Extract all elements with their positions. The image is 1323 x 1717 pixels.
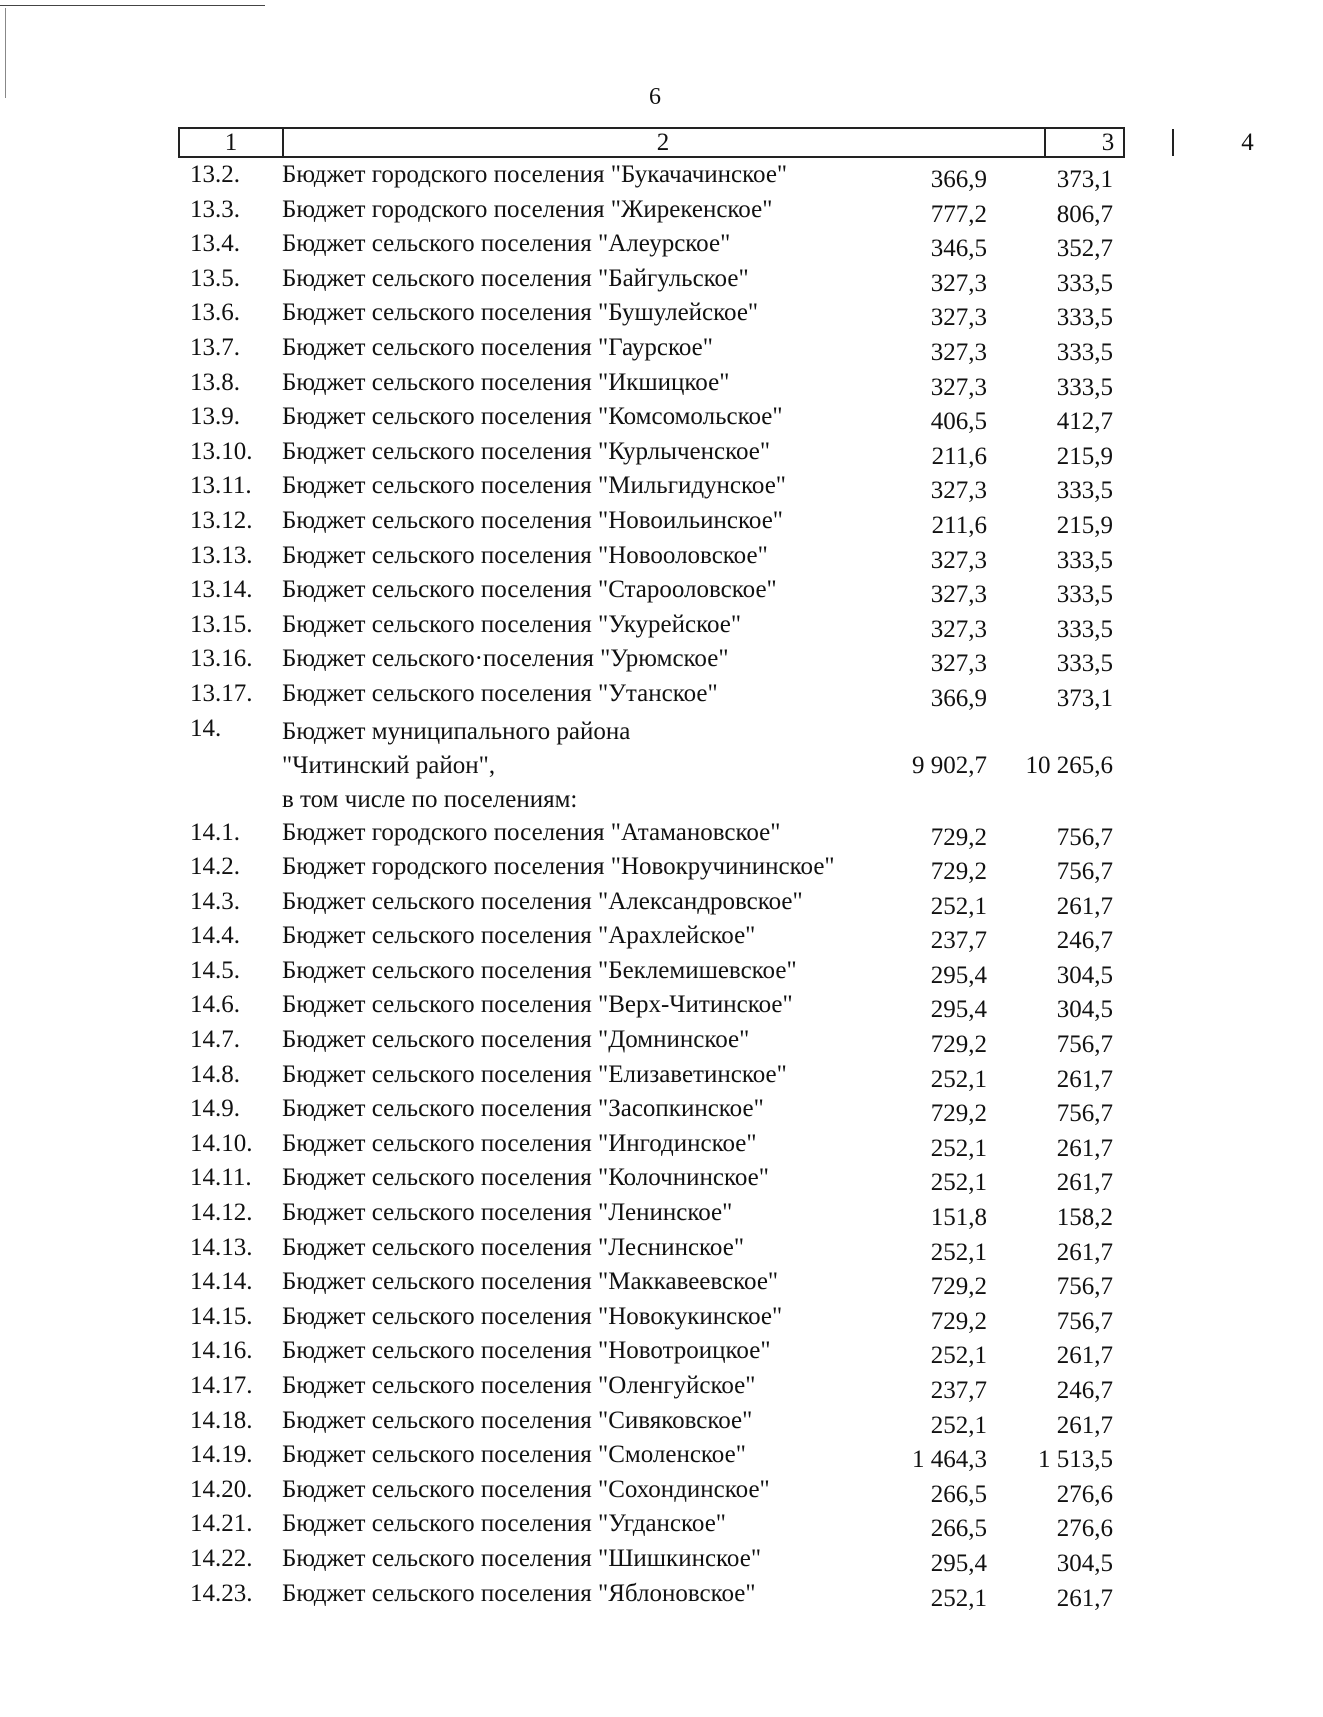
table-header (178, 127, 1254, 158)
table-row (0, 298, 1200, 333)
row-name: Бюджет сельского поселения "Леснинское" (282, 1233, 745, 1261)
row-name: Бюджет сельского поселения "Икшицкое" (282, 368, 730, 396)
row-number: 13.6. (190, 299, 240, 327)
row-number: 14.7. (190, 1026, 240, 1054)
row-name: Бюджет городского поселения "Жирекенское" (282, 195, 773, 223)
row-name-line: Бюджет муниципального района (282, 717, 631, 745)
row-number: 14.20. (190, 1475, 253, 1503)
row-number: 13.5. (190, 264, 240, 292)
row-value-col4: 756,7 (1056, 1273, 1113, 1301)
row-number: 14.6. (190, 991, 240, 1019)
row-value-col3: 777,2 (930, 200, 987, 228)
row-value-col3: 327,3 (930, 581, 987, 609)
row-value-col4: 333,5 (1056, 546, 1113, 574)
table-row (0, 990, 1200, 1025)
row-name: Бюджет сельского поселения "Арахлейское" (282, 922, 756, 950)
row-value-col3: 211,6 (931, 442, 987, 470)
row-name: Бюджет городского поселения "Букачачинское" (282, 161, 788, 188)
row-number: 14.9. (190, 1095, 240, 1123)
row-number: 13.11. (190, 472, 252, 500)
row-name: Бюджет сельского поселения "Елизаветинское" (282, 1060, 787, 1088)
row-number: 14.5. (190, 956, 240, 984)
row-value-col4: 261,7 (1056, 1342, 1113, 1370)
table-row (0, 264, 1200, 299)
row-number: 13.16. (190, 645, 253, 673)
row-name: Бюджет сельского поселения "Алеурское" (282, 230, 731, 258)
table-row (0, 1060, 1200, 1095)
row-value-col4: 352,7 (1056, 235, 1113, 263)
table-row (0, 368, 1200, 403)
row-value-col3: 327,3 (930, 477, 987, 505)
table-row (0, 610, 1200, 645)
row-name: Бюджет сельского поселения "Яблоновское" (282, 1579, 756, 1607)
row-number: 14.16. (190, 1337, 253, 1365)
table-row (0, 437, 1200, 472)
table-row (0, 852, 1200, 887)
row-value-col4: 756,7 (1056, 823, 1113, 851)
row-value-col4: 333,5 (1056, 338, 1113, 366)
table-row (0, 887, 1200, 922)
row-name: Бюджет сельского поселения "Сивяковское" (282, 1406, 753, 1434)
row-number: 14.12. (190, 1199, 253, 1227)
row-value-col3: 252,1 (930, 1169, 987, 1197)
page-number: 6 (649, 84, 661, 110)
header-col-3: 3 (1044, 129, 1174, 156)
row-value-col4: 806,7 (1056, 200, 1113, 228)
table-row (0, 1336, 1200, 1371)
row-value-col4: 333,5 (1056, 269, 1113, 297)
row-value-col4: 261,7 (1056, 1134, 1113, 1162)
row-value-col3: 327,3 (930, 650, 987, 678)
table-row (0, 1406, 1200, 1441)
row-name: Бюджет сельского поселения "Ленинское" (282, 1199, 733, 1227)
row-value-col3: 729,2 (930, 858, 987, 886)
table-row (0, 644, 1200, 679)
table-body (0, 160, 1200, 1613)
row-value-col4: 276,6 (1056, 1480, 1113, 1508)
table-row (0, 921, 1200, 956)
row-value-col3: 295,4 (930, 961, 987, 989)
row-number: 14.11. (190, 1164, 252, 1192)
row-name: Бюджет сельского поселения "Мильгидунское" (282, 472, 787, 500)
row-name: Бюджет сельского поселения "Утанское" (282, 679, 718, 707)
table-row (0, 402, 1200, 437)
row-number: 14.15. (190, 1302, 253, 1330)
row-name: Бюджет сельского поселения "Беклемишевское" (282, 956, 797, 984)
row-value-col4: 261,7 (1056, 1169, 1113, 1197)
row-number: 14. (190, 714, 222, 742)
row-name: Бюджет сельского поселения "Сохондинское" (282, 1475, 770, 1503)
table-row (0, 471, 1200, 506)
row-value-col4: 261,7 (1056, 1584, 1113, 1612)
header-col-1: 1 (180, 129, 284, 156)
row-value-col3: 211,6 (931, 511, 987, 539)
row-number: 14.18. (190, 1406, 253, 1434)
row-value-col4: 756,7 (1056, 1307, 1113, 1335)
table-row (0, 160, 1200, 195)
row-name: Бюджет сельского поселения "Шишкинское" (282, 1544, 762, 1572)
row-value-col3: 252,1 (930, 1411, 987, 1439)
row-value-col4: 261,7 (1056, 1411, 1113, 1439)
row-number: 14.8. (190, 1060, 240, 1088)
row-value-col4: 215,9 (1056, 442, 1113, 470)
row-value-col3: 327,3 (930, 304, 987, 332)
row-name: Бюджет сельского поселения "Засопкинское" (282, 1095, 764, 1123)
row-number: 14.19. (190, 1441, 253, 1469)
row-value-col3: 729,2 (930, 1031, 987, 1059)
row-value-col3: 729,2 (930, 1273, 987, 1301)
row-name: Бюджет сельского поселения "Новооловское" (282, 541, 768, 569)
row-number: 14.13. (190, 1233, 253, 1261)
row-name: Бюджет городского поселения "Атамановское" (282, 818, 781, 846)
row-name: Бюджет сельского поселения "Байгульское" (282, 264, 749, 292)
table-row (0, 229, 1200, 264)
table-row (0, 1163, 1200, 1198)
row-value-col3: 252,1 (930, 1134, 987, 1162)
row-value-col3: 252,1 (930, 892, 987, 920)
row-value-col4: 10 265,6 (1025, 751, 1113, 779)
row-value-col3: 327,3 (930, 373, 987, 401)
row-number: 13.4. (190, 230, 240, 258)
row-number: 14.14. (190, 1268, 253, 1296)
table-row (0, 1094, 1200, 1129)
table-row (0, 1475, 1200, 1510)
row-number: 14.1. (190, 818, 240, 846)
row-number: 13.7. (190, 333, 240, 361)
row-value-col4: 276,6 (1056, 1515, 1113, 1543)
row-value-col4: 304,5 (1056, 996, 1113, 1024)
header-col-4: 4 (1241, 129, 1254, 156)
row-number: 13.9. (190, 403, 240, 431)
row-number: 14.10. (190, 1129, 253, 1157)
row-value-col4: 261,7 (1056, 1238, 1113, 1266)
row-name: Бюджет сельского поселения "Оленгуйское" (282, 1372, 756, 1399)
row-value-col3: 406,5 (930, 408, 987, 436)
row-name: Бюджет сельского поселения "Ингодинское" (282, 1129, 757, 1157)
row-number: 14.4. (190, 922, 240, 950)
row-name (282, 715, 630, 817)
table-row (0, 1025, 1200, 1060)
row-value-col4: 246,7 (1056, 1377, 1113, 1404)
table-row (0, 195, 1200, 230)
row-value-col3: 1 464,3 (912, 1446, 987, 1474)
row-value-col3: 327,3 (930, 546, 987, 574)
table-row (0, 1233, 1200, 1268)
row-value-col4: 756,7 (1056, 858, 1113, 886)
row-value-col4: 333,5 (1056, 373, 1113, 401)
row-value-col4: 412,7 (1056, 408, 1113, 436)
row-number: 14.23. (190, 1579, 253, 1607)
row-value-col4: 333,5 (1056, 581, 1113, 609)
row-value-col4: 215,9 (1056, 511, 1113, 539)
row-value-col3: 295,4 (930, 996, 987, 1024)
row-value-col4: 333,5 (1056, 650, 1113, 678)
row-value-col4: 304,5 (1056, 961, 1113, 989)
row-value-col3: 729,2 (930, 1100, 987, 1128)
row-value-col4: 304,5 (1056, 1549, 1113, 1577)
row-name: Бюджет сельского поселения "Курлыченское" (282, 437, 771, 465)
row-name: Бюджет сельского поселения "Маккавеевское" (282, 1268, 779, 1296)
row-number: 14.3. (190, 887, 240, 915)
row-value-col4: 261,7 (1056, 892, 1113, 920)
table-row (0, 1440, 1200, 1475)
row-value-col4: 756,7 (1056, 1100, 1113, 1128)
row-number: 13.14. (190, 576, 253, 604)
row-name: Бюджет сельского поселения "Гаурское" (282, 333, 713, 361)
row-name: Бюджет сельского поселения "Укурейское" (282, 610, 742, 638)
row-value-col3: 366,9 (930, 166, 987, 193)
row-value-col3: 237,7 (930, 927, 987, 955)
row-name-line: в том числе по поселениям: (282, 785, 578, 813)
table-row (0, 575, 1200, 610)
row-number: 13.17. (190, 679, 253, 707)
row-value-col3: 266,5 (930, 1480, 987, 1508)
row-name: Бюджет сельского поселения "Угданское" (282, 1510, 726, 1538)
row-value-col4: 333,5 (1056, 477, 1113, 505)
row-number: 13.12. (190, 506, 253, 534)
row-name: Бюджет сельского·поселения "Урюмское" (282, 645, 729, 673)
row-value-col4: 373,1 (1056, 684, 1113, 712)
table-row (0, 1267, 1200, 1302)
row-value-col3: 729,2 (930, 823, 987, 851)
row-value-col4: 333,5 (1056, 304, 1113, 332)
row-number: 13.15. (190, 610, 253, 638)
table-row (0, 1579, 1200, 1614)
table-row (0, 956, 1200, 991)
table-row (0, 818, 1200, 853)
table-row (0, 333, 1200, 368)
row-value-col4: 1 513,5 (1038, 1446, 1113, 1474)
row-value-col3: 295,4 (930, 1549, 987, 1577)
row-name: Бюджет сельского поселения "Колочнинское" (282, 1164, 769, 1192)
row-number: 14.22. (190, 1544, 253, 1572)
row-name: Бюджет сельского поселения "Старооловское" (282, 576, 777, 604)
row-name: Бюджет сельского поселения "Новоильинское" (282, 506, 783, 534)
row-value-col3: 252,1 (930, 1065, 987, 1093)
row-value-col4: 756,7 (1056, 1031, 1113, 1059)
row-name: Бюджет сельского поселения "Новотроицкое" (282, 1337, 771, 1365)
table-row (0, 1198, 1200, 1233)
row-number: 14.21. (190, 1510, 253, 1538)
row-name: Бюджет сельского поселения "Верх-Читинское" (282, 991, 793, 1019)
row-value-col3: 252,1 (930, 1342, 987, 1370)
row-value-col3: 252,1 (930, 1238, 987, 1266)
table-row (0, 1544, 1200, 1579)
row-number: 13.3. (190, 195, 240, 223)
row-name: Бюджет городского поселения "Новокручининское" (282, 853, 835, 881)
row-name: Бюджет сельского поселения "Новокукинское" (282, 1302, 783, 1330)
row-number: 13.8. (190, 368, 240, 396)
row-value-col3: 266,5 (930, 1515, 987, 1543)
table-row-district (0, 714, 1200, 818)
row-number: 14.17. (190, 1372, 253, 1399)
row-value-col3: 366,9 (930, 684, 987, 712)
row-name: Бюджет сельского поселения "Бушулейское" (282, 299, 759, 327)
header-col-2: 2 (282, 129, 1046, 156)
row-number: 14.2. (190, 853, 240, 881)
row-value-col3: 327,3 (930, 615, 987, 643)
row-number: 13.2. (190, 161, 240, 188)
row-number: 13.10. (190, 437, 253, 465)
table-row (0, 1302, 1200, 1337)
row-name-line: "Читинский район", (282, 751, 496, 779)
table-row (0, 679, 1200, 714)
row-value-col4: 333,5 (1056, 615, 1113, 643)
row-name: Бюджет сельского поселения "Александровское" (282, 887, 803, 915)
scan-artifact-line (0, 5, 265, 6)
row-name: Бюджет сельского поселения "Домнинское" (282, 1026, 750, 1054)
row-value-col3: 9 902,7 (912, 751, 987, 779)
row-value-col3: 237,7 (930, 1377, 987, 1404)
row-value-col3: 252,1 (930, 1584, 987, 1612)
row-number: 13.13. (190, 541, 253, 569)
row-name: Бюджет сельского поселения "Комсомольское" (282, 403, 783, 431)
row-value-col4: 246,7 (1056, 927, 1113, 955)
row-value-col4: 373,1 (1056, 166, 1113, 193)
row-value-col3: 327,3 (930, 338, 987, 366)
row-value-col4: 261,7 (1056, 1065, 1113, 1093)
scan-artifact-edge (5, 8, 6, 98)
row-value-col3: 327,3 (930, 269, 987, 297)
table-row (0, 506, 1200, 541)
row-value-col3: 346,5 (930, 235, 987, 263)
row-value-col3: 151,8 (930, 1204, 987, 1232)
row-name: Бюджет сельского поселения "Смоленское" (282, 1441, 746, 1469)
table-row (0, 541, 1200, 576)
table-row (0, 1371, 1200, 1406)
row-value-col4: 158,2 (1056, 1204, 1113, 1232)
table-row (0, 1129, 1200, 1164)
row-value-col3: 729,2 (930, 1307, 987, 1335)
table-row (0, 1509, 1200, 1544)
